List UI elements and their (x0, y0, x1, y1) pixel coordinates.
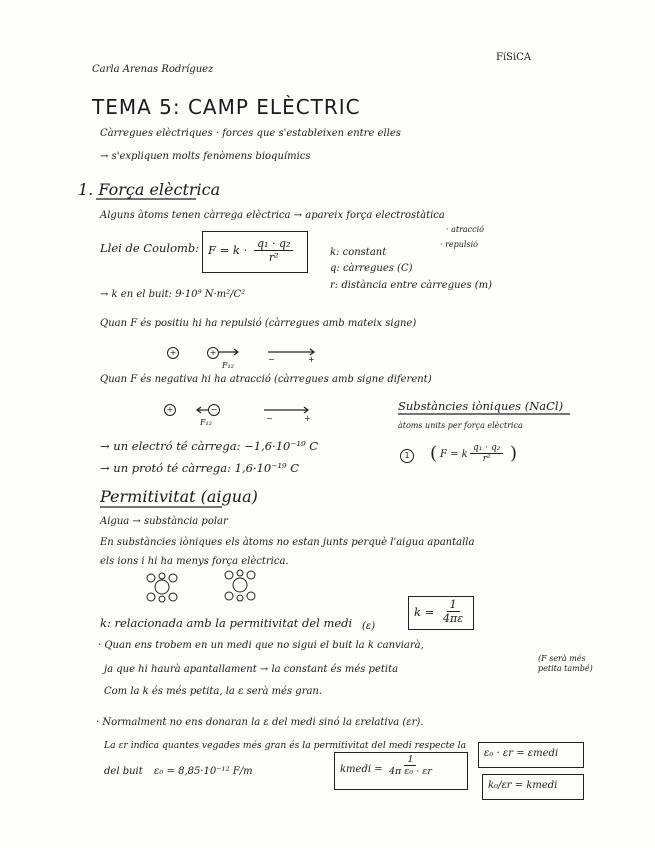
axis-plus-label: + (308, 355, 315, 364)
def-r: r: distància entre càrregues (m) (330, 280, 493, 291)
ionic-subtitle: àtoms units per força elèctrica (398, 421, 523, 430)
medium-bullet-1b: ja que hi haurà apantallament → la constant és més petita (104, 664, 399, 675)
bullet-attraction: · atracció (446, 225, 484, 234)
axis-plus-label-2: + (304, 414, 311, 423)
eps0-value: ε₀ = 8,85·10⁻¹² F/m (154, 766, 253, 777)
f12-label-attraction: F₁₂ (200, 418, 212, 427)
ionic-formula-lhs: F = k (440, 449, 468, 460)
ionic-bracket-left: ( (430, 443, 438, 464)
eps-medi-text: ε₀ · εr = εmedi (484, 748, 559, 759)
axis-minus-label-2: − (266, 414, 273, 423)
force-line-1: Alguns àtoms tenen càrrega elèctrica → apareix força electrostàtica (100, 210, 445, 221)
ionic-water-text-1: En substàncies iòniques els àtoms no estan junts perquè l'aigua apantalla (100, 537, 475, 548)
author-name: Carla Arenas Rodríguez (92, 64, 214, 75)
coulomb-denominator: r² (268, 251, 279, 264)
page-title: TEMA 5: CAMP ELÈCTRIC (92, 95, 361, 119)
coulomb-numerator: q₁ · q₂ (254, 237, 293, 251)
intro-line-1: Càrregues elèctriques · forces que s'estableixen entre elles (100, 128, 401, 139)
k-medi-relative-text: k₀/εr = kmedi (488, 780, 558, 791)
intro-line-2: → s'expliquen molts fenòmens bioquímics (100, 151, 311, 162)
water-polar-text: Aigua → substància polar (100, 516, 228, 527)
ionic-denominator: r² (482, 454, 491, 464)
axis-minus-label: − (268, 355, 275, 364)
k-box-numerator: 1 (447, 598, 460, 612)
kmedi-numerator: 1 (404, 754, 416, 766)
water-molecule-sketch-2 (225, 570, 255, 601)
negative-force-text: Quan F és negativa hi ha atracció (càrregues amb signe diferent) (100, 374, 432, 385)
ionic-number-circle: 1 (400, 449, 414, 463)
k-vacuum-value: → k en el buit: 9·10⁹ N·m²/C² (100, 289, 246, 300)
subject-label: FíSiCA (496, 52, 532, 63)
medium-bullet-1a: · Quan ens trobem en un medi que no sigui el buit la k canviarà, (98, 640, 424, 651)
def-q: q: càrregues (C) (330, 263, 413, 274)
relative-bullet-2b: La εr indica quantes vegades més gran és la permitivitat del medi respecte la (104, 740, 467, 751)
f12-label-repulsion: F₁₂ (222, 361, 234, 370)
coulomb-formula-lhs: F = k · (208, 243, 248, 257)
charge-positive-2: + (207, 347, 219, 359)
def-k: k: constant (330, 247, 387, 258)
coulomb-label: Llei de Coulomb: (100, 241, 200, 255)
positive-force-text: Quan F és positiu hi ha repulsió (càrregues amb mateix signe) (100, 318, 417, 329)
charge-positive-3: + (164, 404, 176, 416)
epsilon-label: (ε) (362, 621, 376, 632)
kmedi-lhs: kmedi = (340, 764, 383, 775)
section-heading-permittivity: Permitivitat (aigua) (100, 487, 258, 506)
section-heading-force: 1. Força elèctrica (78, 180, 221, 199)
bullet-repulsion: · repulsió (440, 240, 478, 249)
ionic-numerator: q₁ · q₂ (470, 443, 503, 454)
relative-bullet-2c: del buit (104, 766, 143, 777)
k-related-text: k: relacionada amb la permitivitat del medi (100, 616, 353, 630)
electron-charge: → un electró té càrrega: −1,6·10⁻¹⁹ C (100, 439, 319, 453)
kmedi-denominator: 4π ε₀ · εr (389, 766, 432, 777)
ionic-water-text-2: els ions i hi ha menys força elèctrica. (100, 556, 289, 567)
relative-bullet-2a: · Normalment no ens donaran la ε del medi sinó la εrelativa (εr). (96, 717, 424, 728)
medium-bullet-1c: Com la k és més petita, la ε serà més gran. (104, 686, 323, 697)
ionic-title: Substàncies iòniques (NaCl) (398, 399, 564, 413)
water-molecule-sketch-1 (147, 573, 177, 602)
k-box-denominator: 4πε (443, 612, 464, 625)
proton-charge: → un protó té càrrega: 1,6·10⁻¹⁹ C (100, 461, 299, 475)
charge-negative-1: − (208, 404, 220, 416)
k-box-lhs: k = (414, 605, 435, 619)
ionic-bracket-right: ) (510, 443, 518, 464)
charge-positive-1: + (167, 347, 179, 359)
medium-bullet-side-note: (F serà més petita també) (538, 654, 593, 674)
